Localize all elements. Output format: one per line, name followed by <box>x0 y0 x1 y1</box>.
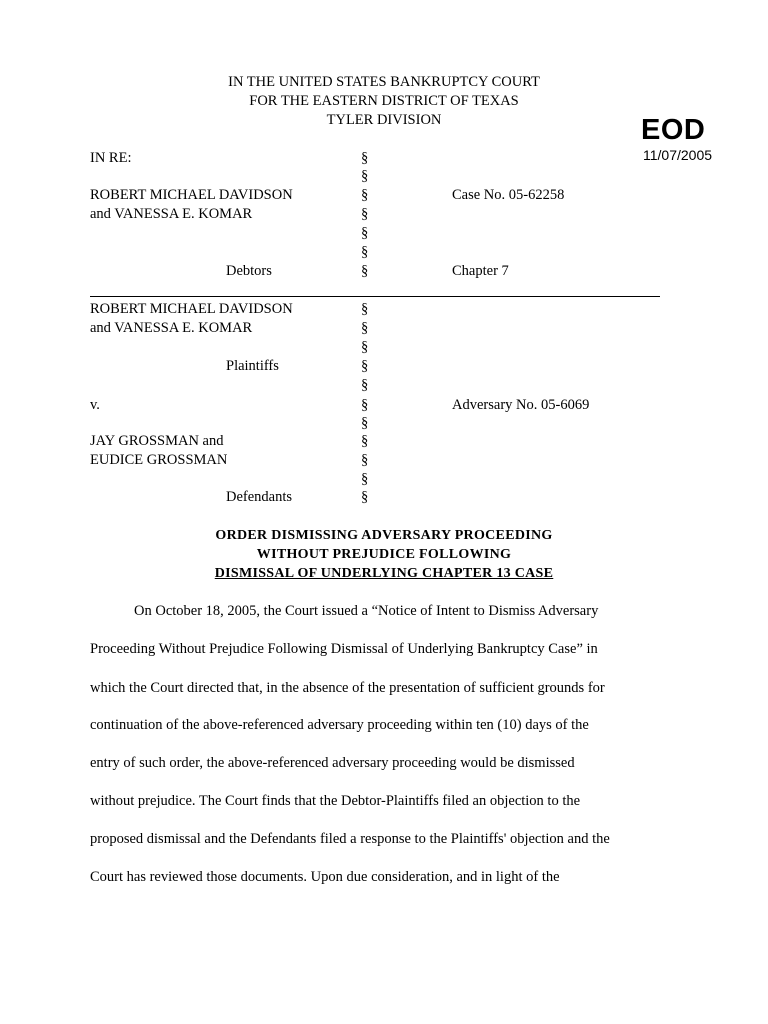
section-mark: § <box>361 263 369 279</box>
section-mark: § <box>361 244 369 260</box>
body-line: entry of such order, the above-referenced adversary proceeding would be dismissed <box>90 755 575 771</box>
order-title-line1: ORDER DISMISSING ADVERSARY PROCEEDING <box>215 528 553 543</box>
section-mark: § <box>361 320 369 336</box>
case-number: Case No. 05-62258 <box>452 187 565 203</box>
section-mark: § <box>361 415 369 431</box>
court-division: TYLER DIVISION <box>326 112 442 128</box>
court-district: FOR THE EASTERN DISTRICT OF TEXAS <box>249 93 519 109</box>
eod-stamp: EOD <box>641 114 706 146</box>
chapter-label: Chapter 7 <box>452 263 509 279</box>
defendants-role: Defendants <box>226 489 293 505</box>
section-mark: § <box>361 433 369 449</box>
section-mark: § <box>361 339 369 355</box>
caption-divider <box>90 296 660 297</box>
section-mark: § <box>361 150 369 166</box>
plaintiff-name-line1: ROBERT MICHAEL DAVIDSON <box>90 301 293 317</box>
body-line: which the Court directed that, in the absence of the presentation of sufficient grounds for <box>90 680 605 696</box>
section-mark: § <box>361 187 369 203</box>
versus-label: v. <box>90 397 100 413</box>
section-mark: § <box>361 452 369 468</box>
adversary-number: Adversary No. 05-6069 <box>452 397 590 413</box>
section-mark: § <box>361 377 369 393</box>
order-title-line3 <box>0 566 768 582</box>
section-mark: § <box>361 225 369 241</box>
debtor-name-line1: ROBERT MICHAEL DAVIDSON <box>90 187 293 203</box>
section-mark: § <box>361 301 369 317</box>
section-mark: § <box>361 471 369 487</box>
body-line: proposed dismissal and the Defendants filed a response to the Plaintiffs' objection and the <box>90 831 610 847</box>
section-mark: § <box>361 168 369 184</box>
plaintiffs-role: Plaintiffs <box>226 358 279 374</box>
order-title-line3-text: DISMISSAL OF UNDERLYING CHAPTER 13 CASE <box>214 566 554 581</box>
debtors-role: Debtors <box>226 263 272 279</box>
body-line: On October 18, 2005, the Court issued a “Notice of Intent to Dismiss Adversary <box>134 603 599 619</box>
section-mark: § <box>361 397 369 413</box>
section-mark: § <box>361 206 369 222</box>
defendant-name-line1: JAY GROSSMAN and <box>90 433 224 449</box>
section-mark: § <box>361 358 369 374</box>
eod-date: 11/07/2005 <box>643 147 713 163</box>
body-line: Proceeding Without Prejudice Following Dismissal of Underlying Bankruptcy Case” in <box>90 641 598 657</box>
body-line: without prejudice. The Court finds that the Debtor-Plaintiffs filed an objection to the <box>90 793 581 809</box>
debtor-name-line2: and VANESSA E. KOMAR <box>90 206 253 222</box>
section-mark: § <box>361 489 369 505</box>
body-line: continuation of the above-referenced adversary proceeding within ten (10) days of the <box>90 717 589 733</box>
defendant-name-line2: EUDICE GROSSMAN <box>90 452 228 468</box>
court-name: IN THE UNITED STATES BANKRUPTCY COURT <box>228 74 540 90</box>
order-title-line2: WITHOUT PREJUDICE FOLLOWING <box>256 547 512 562</box>
body-line: Court has reviewed those documents. Upon due consideration, and in light of the <box>90 869 560 885</box>
in-re-label: IN RE: <box>90 150 132 166</box>
plaintiff-name-line2: and VANESSA E. KOMAR <box>90 320 253 336</box>
